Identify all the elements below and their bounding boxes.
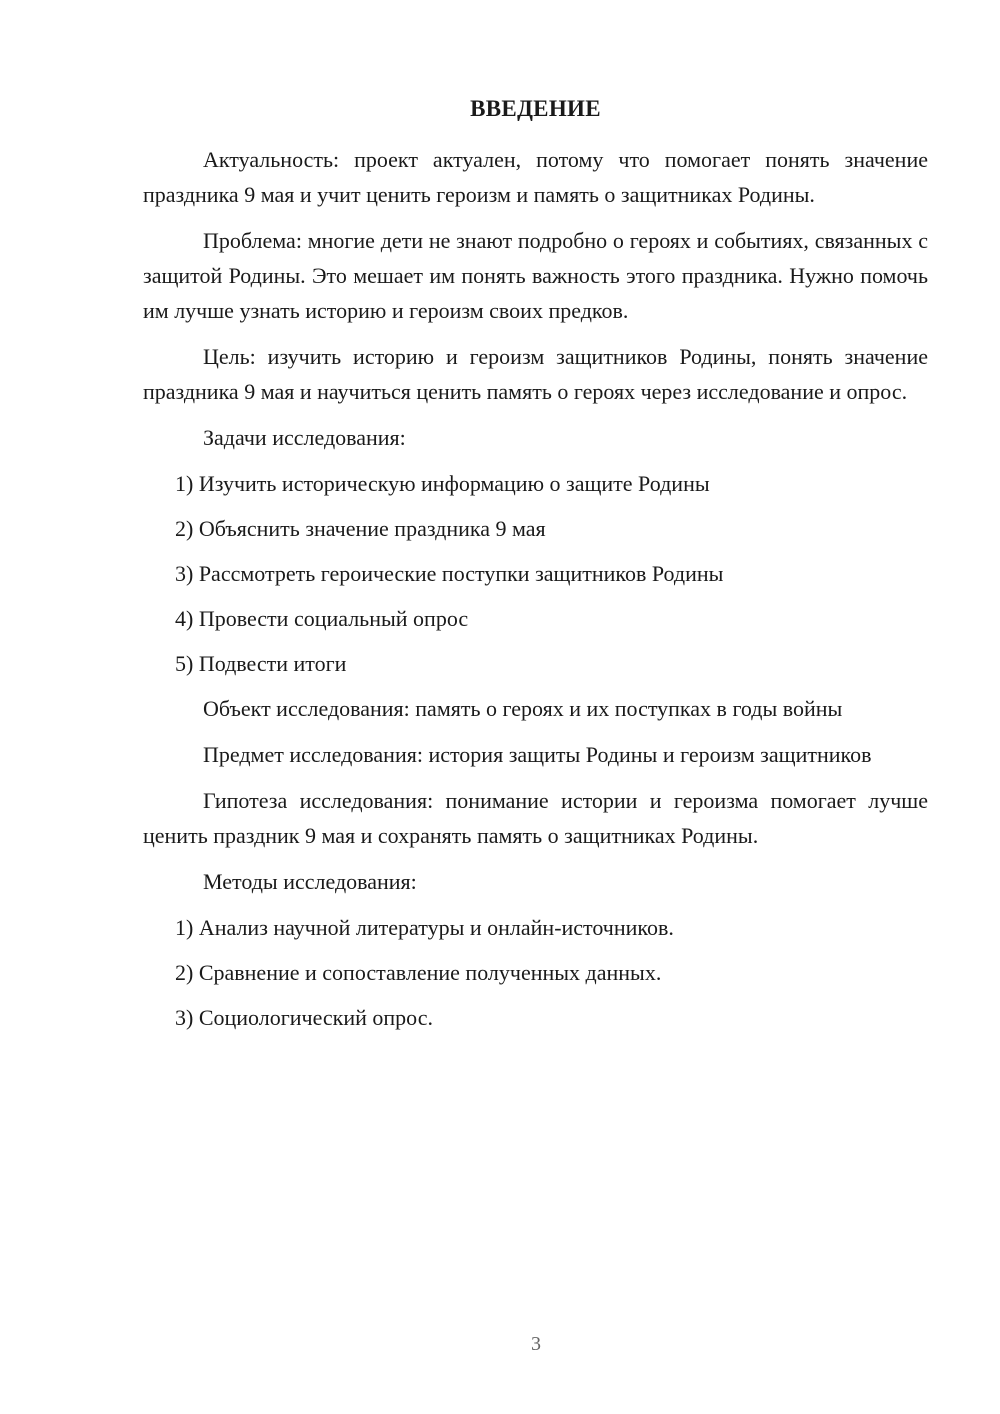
document-body — [143, 142, 928, 1045]
problem-paragraph: Проблема: многие дети не знают подробно о героях и событиях, связанных с защитой Родины. Это мешает им понять важность этого праздника. Нужно помочь им лучше узнать историю и героизм своих предков. — [143, 228, 928, 323]
method-item: 3) Социологический опрос. — [175, 1005, 433, 1030]
task-item: 5) Подвести итоги — [175, 651, 347, 676]
object-paragraph: Объект исследования: память о героях и их поступках в годы войны — [203, 696, 843, 721]
tasks-list — [143, 466, 928, 681]
task-item: 3) Рассмотреть героические поступки защитников Родины — [175, 561, 724, 586]
methods-heading: Методы исследования: — [203, 869, 417, 894]
relevance-paragraph: Актуальность: проект актуален, потому что помогает понять значение праздника 9 мая и учит ценить героизм и память о защитниках Родины. — [143, 147, 928, 207]
methods-list — [143, 910, 928, 1035]
task-item: 2) Объяснить значение праздника 9 мая — [175, 516, 546, 541]
tasks-heading: Задачи исследования: — [203, 425, 406, 450]
section-title: ВВЕДЕНИЕ — [470, 96, 601, 121]
hypothesis-paragraph: Гипотеза исследования: понимание истории и героизма помогает лучше ценить праздник 9 мая и сохранять память о защитниках Родины. — [143, 788, 928, 848]
method-item: 1) Анализ научной литературы и онлайн-источников. — [175, 915, 674, 940]
goal-paragraph: Цель: изучить историю и героизм защитников Родины, понять значение праздника 9 мая и научиться ценить память о героях через исследование и опрос. — [143, 344, 928, 404]
method-item: 2) Сравнение и сопоставление полученных данных. — [175, 960, 662, 985]
task-item: 1) Изучить историческую информацию о защите Родины — [175, 471, 710, 496]
subject-paragraph: Предмет исследования: история защиты Родины и героизм защитников — [203, 742, 872, 767]
page-number: 3 — [531, 1333, 541, 1355]
task-item: 4) Провести социальный опрос — [175, 606, 469, 631]
